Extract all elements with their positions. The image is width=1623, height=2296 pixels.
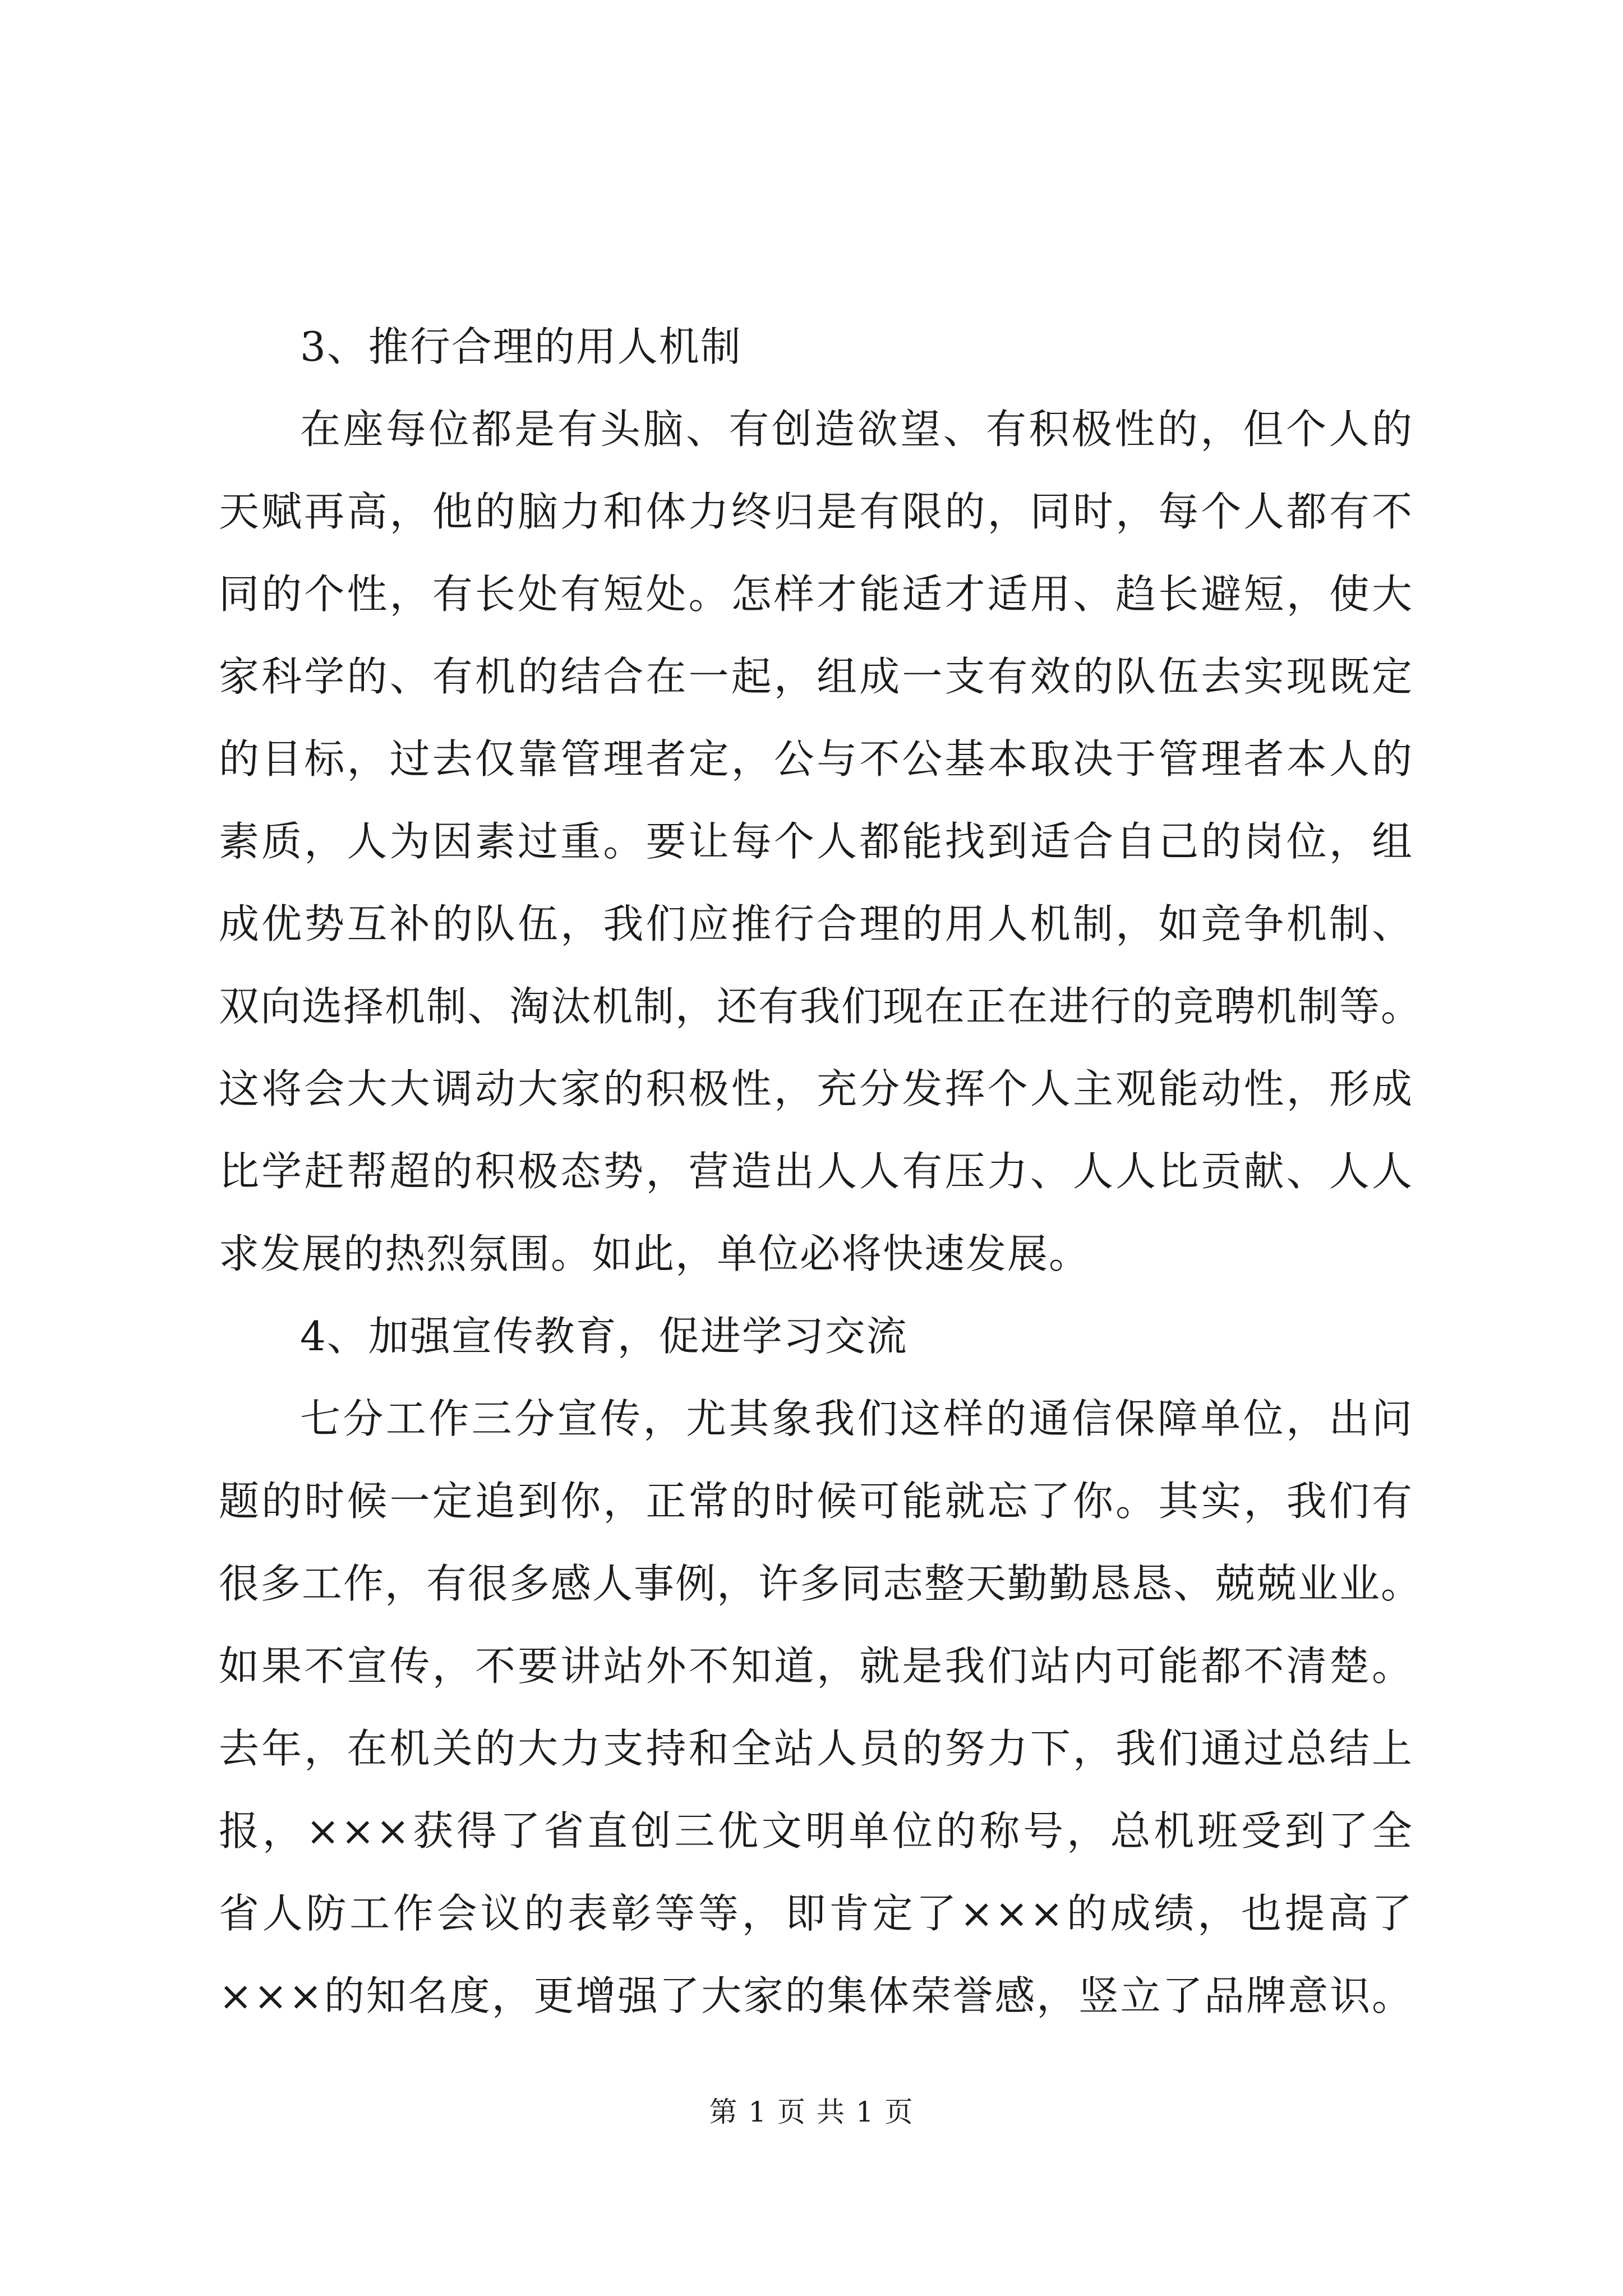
paragraph-line: 在座每位都是有头脑、有创造欲望、有积极性的，但个人的 <box>300 406 1413 453</box>
paragraph-line: 成优势互补的队伍，我们应推行合理的用人机制，如竞争机制、 <box>219 900 1413 947</box>
paragraph-line: 这将会大大调动大家的积极性，充分发挥个人主观能动性，形成 <box>219 1065 1413 1112</box>
paragraph-line: 省人防工作会议的表彰等等，即肯定了×××的成绩，也提高了 <box>219 1890 1413 1937</box>
paragraph-line: 求发展的热烈氛围。如此，单位必将快速发展。 <box>219 1230 1091 1277</box>
paragraph-line: 报，×××获得了省直创三优文明单位的称号，总机班受到了全 <box>219 1807 1413 1855</box>
paragraph-line: 很多工作，有很多感人事例，许多同志整天勤勤恳恳、兢兢业业。 <box>219 1560 1423 1607</box>
paragraph-line: 比学赶帮超的积极态势，营造出人人有压力、人人比贡献、人人 <box>219 1148 1413 1195</box>
paragraph-line: 题的时候一定追到你，正常的时候可能就忘了你。其实，我们有 <box>219 1478 1413 1525</box>
document-body <box>219 306 1423 2037</box>
paragraph-line: 的目标，过去仅靠管理者定，公与不公基本取决于管理者本人的 <box>219 735 1413 783</box>
paragraph-line: 七分工作三分宣传，尤其象我们这样的通信保障单位，出问 <box>300 1395 1413 1442</box>
section-heading-3: 3、推行合理的用人机制 <box>300 323 742 370</box>
paragraph-line: 如果不宣传，不要讲站外不知道，就是我们站内可能都不清楚。 <box>219 1642 1413 1690</box>
paragraph-line: ×××的知名度，更增强了大家的集体荣誉感，竖立了品牌意识。 <box>219 1972 1413 2019</box>
paragraph-line: 双向选择机制、淘汰机制，还有我们现在正在进行的竞聘机制等。 <box>219 983 1423 1030</box>
page-footer: 第 1 页 共 1 页 <box>709 2096 914 2128</box>
paragraph-line: 素质，人为因素过重。要让每个人都能找到适合自己的岗位，组 <box>219 818 1413 865</box>
paragraph-line: 去年，在机关的大力支持和全站人员的努力下，我们通过总结上 <box>219 1725 1413 1772</box>
paragraph-line: 家科学的、有机的结合在一起，组成一支有效的队伍去实现既定 <box>219 653 1413 700</box>
paragraph-line: 天赋再高，他的脑力和体力终归是有限的，同时，每个人都有不 <box>219 488 1413 535</box>
section-heading-4: 4、加强宣传教育，促进学习交流 <box>300 1313 908 1360</box>
paragraph-line: 同的个性，有长处有短处。怎样才能适才适用、趋长避短，使大 <box>219 570 1413 618</box>
